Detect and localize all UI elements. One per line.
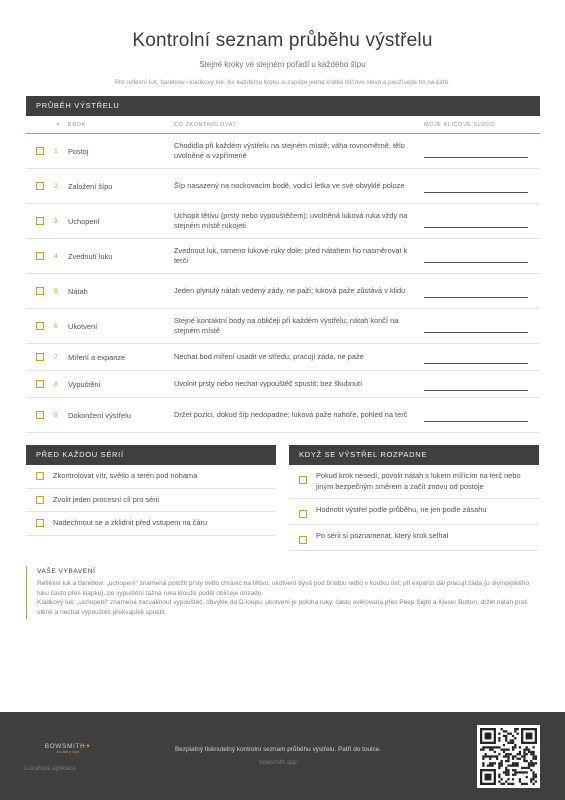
table-row [26, 371, 540, 398]
checklist-item [289, 465, 539, 499]
step-check: Nechat bod míření usadit ve středu; pracují záda, ne paže [174, 351, 364, 361]
col-check: CO ZKONTROLOVAT [174, 121, 237, 128]
step-check: Uchopit tětivu (prsty nebo vypouštěčem); uvolněná luková ruka vždy na stejném místě rukojeti [174, 210, 408, 230]
keyword-field[interactable] [424, 421, 528, 422]
fail-section [289, 445, 539, 551]
step-check: Jeden plynulý nátah vedený zády, ne paží; luková paže zůstává v klidu [174, 285, 406, 295]
item-checkbox[interactable] [299, 510, 307, 518]
step-check: Uvolnit prsty nebo nechat vypouštěč spustit; bez škubnutí [174, 378, 363, 388]
checklist-item [26, 465, 276, 489]
note-text-compound: Kladkový luk: „uchopení“ znamená zacvaknout vypouštěč, obvykle do D-loopu; ukotvení je poloha ruky, často ověřovaná přes Peep Sight a Kisser Button; držet nátah proti stěně a nechat vypouštěč překvapivě spustit. [37, 599, 528, 616]
step-checkbox[interactable] [36, 287, 44, 295]
step-number: 1 [54, 147, 58, 155]
note-title: VAŠE VYBAVENÍ [37, 568, 96, 575]
step-number: 4 [54, 252, 58, 260]
item-text: Hodnotit výstřel podle průběhu, ne jen podle zásahu [316, 505, 487, 514]
footer [0, 712, 565, 800]
step-number: 7 [54, 353, 58, 361]
step-checkbox[interactable] [36, 353, 44, 361]
checklist-item [289, 499, 539, 525]
step-checkbox[interactable] [36, 322, 44, 330]
item-text: Pokud krok nesedí, povolit nátah s lukem mířícím na terč nebo jiným bezpečným směrem a začít znovu od postoje [316, 471, 521, 491]
step-name: Zvednutí luku [68, 251, 113, 261]
item-checkbox[interactable] [36, 496, 44, 504]
item-checkbox[interactable] [36, 519, 44, 527]
step-name: Vypuštění [68, 379, 101, 389]
table-row [26, 344, 540, 371]
before-section [26, 445, 276, 536]
col-keyword: MOJE KLÍČOVÉ SLOVO [424, 121, 496, 128]
keyword-field[interactable] [424, 157, 528, 158]
step-checkbox[interactable] [36, 147, 44, 155]
page-title: Kontrolní seznam průběhu výstřelu [132, 30, 433, 51]
step-number: 3 [54, 217, 58, 225]
section-title: KDYŽ SE VÝSTŘEL ROZPADNE [289, 445, 539, 465]
table-row [26, 204, 540, 239]
step-check: Držet pozici, dokud šíp nedopadne; luková paže nahoře, pohled na terč [174, 409, 408, 419]
step-check: Chodidla při každém výstřelu na stejném místě; váha rovnoměrně, tělo uvolněné a vzpřímené [174, 140, 405, 160]
page-subtitle: Stejné kroky ve stejném pořadí u každého šípu [199, 60, 366, 69]
logo [33, 742, 103, 754]
step-checkbox[interactable] [36, 252, 44, 260]
step-number: 6 [54, 322, 58, 330]
page-intro: Pro reflexní luk, barebow i kladkový luk. Ke každému kroku si zapište jedno krátké klíčové slovo a používejte ho na čáře. [114, 79, 451, 86]
step-name: Nátah [68, 286, 88, 296]
step-name: Založení šípu [68, 181, 113, 191]
section-title: PŘED KAŽDOU SÉRIÍ [26, 445, 276, 465]
step-number: 8 [54, 380, 58, 388]
item-checkbox[interactable] [36, 472, 44, 480]
before-list [26, 465, 276, 536]
item-checkbox[interactable] [299, 536, 307, 544]
step-number: 5 [54, 287, 58, 295]
step-checkbox[interactable] [36, 217, 44, 225]
section-title: PRŮBĚH VÝSTŘELU [26, 96, 540, 116]
shot-process-section [26, 96, 540, 433]
table-header [26, 116, 540, 134]
keyword-field[interactable] [424, 332, 528, 333]
checklist-item [26, 512, 276, 536]
keyword-field[interactable] [424, 390, 528, 391]
step-name: Uchopení [68, 216, 100, 226]
keyword-field[interactable] [424, 363, 528, 364]
logo-subtitle: Lukařská aplikace [24, 765, 77, 772]
table-row [26, 169, 540, 204]
step-name: Postoj [68, 146, 89, 156]
note-text-recurve: Reflexní luk a barebow: „uchopení“ znamená položit prsty nebo chránič na tětivu; ukotvení bývá pod bradou nebo v koutku úst; při expanzi dál pracují záda (u olympijského luku často přes klapku), po vypuštění tažná ruka klouže podél obličeje dozadu. [37, 580, 530, 597]
keyword-field[interactable] [424, 262, 528, 263]
checklist-item [26, 489, 276, 513]
equipment-note [26, 566, 540, 619]
item-text: Zvolit jeden procesní cíl pro sérii [53, 494, 159, 504]
step-checkbox[interactable] [36, 411, 44, 419]
fail-list [289, 465, 539, 551]
table-row [26, 134, 540, 169]
step-number: 2 [54, 182, 58, 190]
table-row [26, 274, 540, 309]
step-check: Stejné kontaktní body na obličeji při každém výstřelu; nátah končí na stejném místě [174, 315, 399, 335]
table-row [26, 309, 540, 344]
footer-url[interactable]: bowsmith.app [259, 759, 297, 766]
checklist-item [289, 525, 539, 551]
table-row [26, 239, 540, 274]
step-check: Zvednout luk, rameno lukové ruky dole; před nátahem ho nasměrovat k terči [174, 245, 408, 265]
page-header [0, 0, 565, 86]
step-checkbox[interactable] [36, 182, 44, 190]
logo-wordmark: BOWSMITH [44, 743, 86, 750]
item-text: Nadechnout se a zklidnit před vstupem na čáru [53, 518, 208, 527]
step-name: Míření a expanze [68, 352, 126, 362]
step-name: Ukotvení [68, 321, 98, 331]
col-step: KROK [68, 121, 86, 128]
item-text: Po sérii si poznamenat, který krok selhal [316, 531, 449, 540]
keyword-field[interactable] [424, 192, 528, 193]
item-checkbox[interactable] [299, 476, 307, 484]
step-name: Dokončení výstřelu [68, 410, 131, 420]
footer-text: Bezplatný tisknutelný kontrolní seznam průběhu výstřelu. Patří do toulce. [174, 746, 382, 753]
logo-tagline: Archery App [56, 750, 80, 754]
qr-code-icon [480, 728, 537, 785]
keyword-field[interactable] [424, 297, 528, 298]
qr-code[interactable] [477, 725, 540, 788]
table-body [26, 134, 540, 433]
step-checkbox[interactable] [36, 380, 44, 388]
table-row [26, 398, 540, 433]
arrow-icon: ✦ [85, 743, 92, 750]
step-number: 9 [54, 411, 58, 419]
item-text: Zkontrolovat vítr, světlo a terén pod nohama [53, 471, 198, 480]
col-num: # [56, 121, 60, 128]
step-check: Šíp nasazený na nockovacím bodě, vodicí letka ve své obvyklé poloze [174, 180, 405, 190]
keyword-field[interactable] [424, 227, 528, 228]
